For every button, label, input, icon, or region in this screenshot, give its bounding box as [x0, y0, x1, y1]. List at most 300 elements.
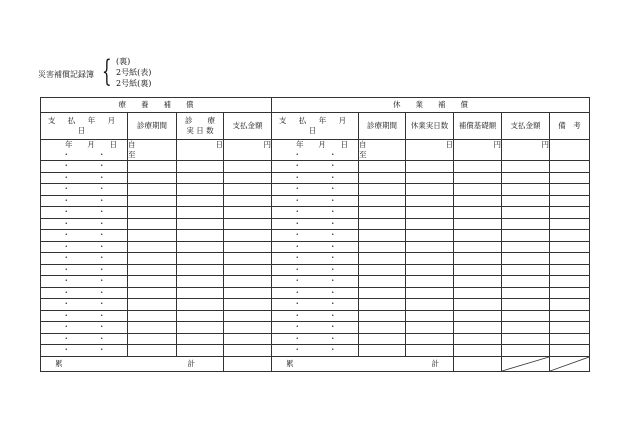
entry-cell[interactable]: [502, 310, 550, 322]
period-cell[interactable]: [128, 140, 177, 161]
entry-cell[interactable]: [550, 287, 590, 299]
month-unit: 月: [318, 140, 326, 149]
entry-cell[interactable]: [224, 310, 272, 322]
entry-cell[interactable]: [128, 161, 177, 173]
entry-row: [41, 184, 590, 196]
dot: ・: [293, 287, 301, 297]
month-unit: 月: [87, 140, 95, 149]
date-dots: [272, 322, 358, 332]
entry-cell[interactable]: [359, 253, 406, 265]
sheet-label: (裏): [116, 57, 131, 66]
date-dots: [41, 161, 127, 171]
entry-cell[interactable]: [224, 299, 272, 311]
date-dots: [272, 161, 358, 171]
medical-compensation-header: 療 養 補 償: [41, 98, 272, 113]
entry-cell[interactable]: [454, 310, 502, 322]
entry-row: [41, 230, 590, 242]
entry-cell[interactable]: [359, 241, 406, 253]
entry-cell[interactable]: [454, 333, 502, 345]
entry-row: [41, 264, 590, 276]
dot: ・: [98, 161, 106, 171]
pay-date-cell[interactable]: [41, 253, 128, 265]
entry-cell[interactable]: [502, 276, 550, 288]
entry-cell[interactable]: [454, 172, 502, 184]
remarks-header: 備 考: [550, 113, 590, 140]
entry-cell[interactable]: [224, 276, 272, 288]
entry-cell[interactable]: [406, 322, 454, 334]
year-unit: 年: [65, 140, 73, 149]
entry-cell[interactable]: [128, 264, 177, 276]
pay-date-cell-2[interactable]: [272, 310, 359, 322]
dot: ・: [293, 230, 301, 240]
dot: ・: [98, 230, 106, 240]
dot: ・: [98, 150, 106, 159]
pay-date-cell-2[interactable]: [272, 172, 359, 184]
entry-cell[interactable]: [550, 322, 590, 334]
entry-cell[interactable]: [177, 241, 224, 253]
entry-cell[interactable]: [224, 287, 272, 299]
entry-cell[interactable]: [454, 322, 502, 334]
entry-cell[interactable]: [550, 218, 590, 230]
pay-date-cell-2[interactable]: [272, 218, 359, 230]
dot: ・: [62, 299, 70, 309]
dot: ・: [62, 150, 70, 159]
entry-cell[interactable]: [224, 230, 272, 242]
period-cell-2[interactable]: [359, 140, 406, 161]
entry-cell[interactable]: [454, 195, 502, 207]
dot: ・: [62, 230, 70, 240]
diagonal-strike: [502, 357, 549, 371]
entry-cell[interactable]: [406, 345, 454, 357]
entry-cell[interactable]: [550, 195, 590, 207]
entry-cell[interactable]: [177, 287, 224, 299]
entry-cell[interactable]: [454, 230, 502, 242]
entry-cell[interactable]: [502, 218, 550, 230]
pay-date-cell[interactable]: [41, 241, 128, 253]
entry-cell[interactable]: [406, 207, 454, 219]
pay-date-cell[interactable]: [41, 207, 128, 219]
sheet-label: 2号紙(裏): [116, 79, 152, 88]
dot: ・: [329, 333, 337, 343]
pay-date-cell[interactable]: [41, 264, 128, 276]
entry-cell[interactable]: [454, 276, 502, 288]
entry-row: [41, 345, 590, 357]
entry-cell[interactable]: [359, 184, 406, 196]
period-header: 診療期間: [128, 113, 177, 140]
pay-date-cell-2[interactable]: [272, 195, 359, 207]
entry-cell[interactable]: [502, 195, 550, 207]
pay-date-cell[interactable]: [41, 161, 128, 173]
entry-cell[interactable]: [224, 253, 272, 265]
dot: ・: [329, 161, 337, 171]
date-dots: [272, 253, 358, 263]
entry-cell[interactable]: [224, 172, 272, 184]
pay-date-cell-2[interactable]: [272, 322, 359, 334]
entry-cell[interactable]: [128, 253, 177, 265]
dot: ・: [293, 333, 301, 343]
pay-date-cell[interactable]: [41, 287, 128, 299]
amount-header: 支払金額: [224, 113, 272, 140]
dot: ・: [293, 253, 301, 263]
date-dots: [41, 276, 127, 286]
dot: ・: [98, 310, 106, 320]
entry-cell[interactable]: [177, 184, 224, 196]
entry-cell[interactable]: [406, 310, 454, 322]
total-crossed-cell-2: [550, 356, 590, 371]
entry-cell[interactable]: [359, 230, 406, 242]
base-amount-cell[interactable]: 円: [454, 140, 502, 161]
entry-cell[interactable]: [224, 241, 272, 253]
entry-cell[interactable]: [550, 207, 590, 219]
total-crossed-cell: [502, 356, 550, 371]
entry-cell[interactable]: [550, 241, 590, 253]
entry-cell[interactable]: [177, 333, 224, 345]
days-cell[interactable]: 日: [177, 140, 224, 161]
date-dots: [41, 173, 127, 183]
entry-cell[interactable]: [177, 253, 224, 265]
entry-cell[interactable]: [502, 299, 550, 311]
entry-cell[interactable]: [177, 172, 224, 184]
dot: ・: [329, 241, 337, 251]
entry-cell[interactable]: [454, 161, 502, 173]
dot: ・: [293, 195, 301, 205]
dot: ・: [293, 218, 301, 228]
entry-cell[interactable]: [128, 172, 177, 184]
entry-cell[interactable]: [550, 172, 590, 184]
entry-cell[interactable]: [224, 184, 272, 196]
entry-row: [41, 172, 590, 184]
dot: ・: [293, 310, 301, 320]
date-dots: [41, 265, 127, 275]
entry-cell[interactable]: [224, 161, 272, 173]
total-amount-cell[interactable]: [224, 356, 272, 371]
pay-date-cell[interactable]: [41, 195, 128, 207]
entry-row: [41, 310, 590, 322]
entry-cell[interactable]: [224, 207, 272, 219]
dot: ・: [98, 299, 106, 309]
dot: ・: [62, 333, 70, 343]
dot: ・: [98, 345, 106, 355]
dot: ・: [329, 207, 337, 217]
entry-cell[interactable]: [359, 276, 406, 288]
date-units: [272, 140, 358, 150]
dot: ・: [98, 207, 106, 217]
entry-cell[interactable]: [177, 310, 224, 322]
entry-cell[interactable]: [128, 195, 177, 207]
dot: ・: [329, 172, 337, 182]
pay-date-cell-2[interactable]: [272, 253, 359, 265]
amount-cell[interactable]: 円: [224, 140, 272, 161]
dot: ・: [293, 172, 301, 182]
date-dots: [272, 173, 358, 183]
entry-cell[interactable]: [359, 207, 406, 219]
entry-cell[interactable]: [502, 161, 550, 173]
total-label-ru-2: 累: [286, 358, 294, 368]
pay-date-cell-2[interactable]: [272, 184, 359, 196]
remarks-cell[interactable]: [550, 140, 590, 161]
dot: ・: [62, 253, 70, 263]
entry-cell[interactable]: [128, 287, 177, 299]
entry-cell[interactable]: [406, 276, 454, 288]
date-dots: [272, 345, 358, 355]
entry-cell[interactable]: [550, 230, 590, 242]
entry-cell[interactable]: [128, 333, 177, 345]
dot: ・: [62, 161, 70, 171]
sheet-label: 2号紙(表): [116, 68, 152, 77]
date-dots: [272, 334, 358, 344]
entry-cell[interactable]: [359, 195, 406, 207]
dot: ・: [293, 276, 301, 286]
dot: ・: [62, 172, 70, 182]
dot: ・: [62, 264, 70, 274]
entry-cell[interactable]: [224, 322, 272, 334]
date-units: [41, 140, 127, 150]
column-header-row: [41, 113, 590, 140]
dot: ・: [329, 184, 337, 194]
entry-cell[interactable]: [550, 333, 590, 345]
dot: ・: [329, 345, 337, 355]
entry-cell[interactable]: [359, 345, 406, 357]
entry-cell[interactable]: [454, 184, 502, 196]
entry-row: [41, 241, 590, 253]
entry-cell[interactable]: [128, 207, 177, 219]
dot: ・: [329, 310, 337, 320]
pay-date-cell-2[interactable]: [272, 161, 359, 173]
entry-cell[interactable]: [454, 264, 502, 276]
entry-cell[interactable]: [502, 184, 550, 196]
pay-date-cell[interactable]: [41, 218, 128, 230]
amount-cell-2[interactable]: 円: [502, 140, 550, 161]
entry-cell[interactable]: [502, 172, 550, 184]
leave-days-header: 休業実日数: [406, 113, 454, 140]
entry-cell[interactable]: [128, 322, 177, 334]
pay-date-cell[interactable]: [41, 322, 128, 334]
total-row: [41, 356, 590, 371]
entry-cell[interactable]: [550, 161, 590, 173]
entry-cell[interactable]: [177, 345, 224, 357]
entry-cell[interactable]: [406, 218, 454, 230]
entry-cell[interactable]: [550, 276, 590, 288]
pay-date-cell-2[interactable]: [272, 287, 359, 299]
entry-cell[interactable]: [502, 345, 550, 357]
sheet-list: [116, 56, 151, 89]
date-dots: [272, 299, 358, 309]
dot: ・: [62, 184, 70, 194]
entry-cell[interactable]: [406, 299, 454, 311]
entry-cell[interactable]: [406, 264, 454, 276]
dot: ・: [62, 207, 70, 217]
entry-cell[interactable]: [177, 195, 224, 207]
entry-cell[interactable]: [128, 218, 177, 230]
entry-cell[interactable]: [502, 241, 550, 253]
dot: ・: [329, 195, 337, 205]
dot: ・: [98, 172, 106, 182]
date-dots: [272, 276, 358, 286]
date-dots: [41, 299, 127, 309]
entry-cell[interactable]: [128, 345, 177, 357]
entry-cell[interactable]: [359, 264, 406, 276]
pay-date-cell[interactable]: [41, 172, 128, 184]
entry-cell[interactable]: [406, 161, 454, 173]
entry-cell[interactable]: [502, 333, 550, 345]
entry-cell[interactable]: [406, 230, 454, 242]
entry-cell[interactable]: [359, 161, 406, 173]
date-dots: [272, 150, 358, 160]
date-dots: [41, 196, 127, 206]
dot: ・: [62, 241, 70, 251]
entry-cell[interactable]: [502, 253, 550, 265]
leave-days-cell[interactable]: 日: [406, 140, 454, 161]
entry-cell[interactable]: [359, 299, 406, 311]
entry-cell[interactable]: [177, 299, 224, 311]
entry-cell[interactable]: [550, 310, 590, 322]
date-dots: [41, 150, 127, 160]
pay-date-cell[interactable]: [41, 333, 128, 345]
pay-date-cell[interactable]: [41, 310, 128, 322]
entry-cell[interactable]: [502, 264, 550, 276]
entry-cell[interactable]: [550, 253, 590, 265]
date-dots: [41, 334, 127, 344]
entry-cell[interactable]: [128, 184, 177, 196]
to-label: 至: [359, 150, 367, 159]
date-dots: [272, 265, 358, 275]
entry-cell[interactable]: [550, 299, 590, 311]
entry-cell[interactable]: [406, 287, 454, 299]
entry-cell[interactable]: [359, 287, 406, 299]
dot: ・: [98, 322, 106, 332]
leave-compensation-header: 休 業 補 償: [272, 98, 590, 113]
entry-cell[interactable]: [359, 172, 406, 184]
dot: ・: [329, 287, 337, 297]
brace-symbol: {: [102, 54, 112, 89]
entry-cell[interactable]: [224, 195, 272, 207]
total-base-cell[interactable]: [454, 356, 502, 371]
from-label: 自: [128, 140, 136, 149]
entry-cell[interactable]: [224, 218, 272, 230]
entry-row: [41, 333, 590, 345]
entry-cell[interactable]: [406, 333, 454, 345]
entry-cell[interactable]: [359, 322, 406, 334]
date-dots: [272, 207, 358, 217]
entry-cell[interactable]: [550, 184, 590, 196]
pay-date-cell-2[interactable]: [272, 276, 359, 288]
entry-cell[interactable]: [224, 345, 272, 357]
entry-cell[interactable]: [454, 345, 502, 357]
dot: ・: [62, 345, 70, 355]
entry-cell[interactable]: [128, 299, 177, 311]
entry-cell[interactable]: [406, 253, 454, 265]
entry-cell[interactable]: [550, 345, 590, 357]
entry-cell[interactable]: [454, 253, 502, 265]
pay-date-cell-2[interactable]: [272, 140, 359, 161]
entry-cell[interactable]: [406, 241, 454, 253]
entry-cell[interactable]: [502, 287, 550, 299]
entry-cell[interactable]: [128, 241, 177, 253]
pay-date-cell-2[interactable]: [272, 345, 359, 357]
pay-date-cell-2[interactable]: [272, 230, 359, 242]
date-dots: [41, 345, 127, 355]
dot: ・: [62, 195, 70, 205]
date-dots: [41, 219, 127, 229]
entry-row: [41, 207, 590, 219]
pay-date-cell[interactable]: [41, 345, 128, 357]
entry-cell[interactable]: [177, 322, 224, 334]
entry-cell[interactable]: [177, 161, 224, 173]
entry-cell[interactable]: [177, 264, 224, 276]
entry-cell[interactable]: [406, 184, 454, 196]
dot: ・: [293, 299, 301, 309]
entry-cell[interactable]: [177, 207, 224, 219]
entry-cell[interactable]: [128, 230, 177, 242]
pay-date-cell[interactable]: [41, 184, 128, 196]
entry-cell[interactable]: [224, 333, 272, 345]
dot: ・: [329, 322, 337, 332]
dot: ・: [293, 241, 301, 251]
entry-cell[interactable]: [177, 276, 224, 288]
base-amount-header: 補償基礎額: [454, 113, 502, 140]
entry-row: [41, 322, 590, 334]
entry-cell[interactable]: [224, 264, 272, 276]
record-title: 災害補償記録簿: [38, 70, 94, 79]
dot: ・: [98, 241, 106, 251]
dot: ・: [62, 322, 70, 332]
entry-cell[interactable]: [454, 241, 502, 253]
pay-date-cell-2[interactable]: [272, 241, 359, 253]
to-label: 至: [128, 150, 136, 159]
entry-cell[interactable]: [359, 218, 406, 230]
entry-cell[interactable]: [550, 264, 590, 276]
dot: ・: [293, 184, 301, 194]
dot: ・: [62, 310, 70, 320]
date-dots: [272, 184, 358, 194]
dot: ・: [293, 345, 301, 355]
pay-date-cell-2[interactable]: [272, 207, 359, 219]
pay-date-cell-2[interactable]: [272, 299, 359, 311]
days-header-top: 診 療: [185, 116, 215, 125]
dot: ・: [293, 161, 301, 171]
entry-cell[interactable]: [502, 322, 550, 334]
entry-cell[interactable]: [128, 310, 177, 322]
dot: ・: [293, 264, 301, 274]
entry-row: [41, 218, 590, 230]
entry-cell[interactable]: [454, 287, 502, 299]
pay-date-cell[interactable]: [41, 299, 128, 311]
entry-cell[interactable]: [454, 207, 502, 219]
entry-cell[interactable]: [177, 218, 224, 230]
entry-cell[interactable]: [502, 207, 550, 219]
pay-date-cell-2[interactable]: [272, 333, 359, 345]
entry-cell[interactable]: [406, 195, 454, 207]
pay-date-cell[interactable]: [41, 230, 128, 242]
pay-date-header-2: 支 払 年 月 日: [272, 113, 359, 140]
dot: ・: [62, 287, 70, 297]
entry-cell[interactable]: [128, 276, 177, 288]
entry-cell[interactable]: [406, 172, 454, 184]
entry-cell[interactable]: [454, 299, 502, 311]
pay-date-cell[interactable]: [41, 140, 128, 161]
date-dots: [272, 196, 358, 206]
entry-cell[interactable]: [454, 218, 502, 230]
date-dots: [41, 288, 127, 298]
entry-cell[interactable]: [502, 230, 550, 242]
entry-cell[interactable]: [359, 333, 406, 345]
dot: ・: [293, 207, 301, 217]
pay-date-cell-2[interactable]: [272, 264, 359, 276]
date-dots: [41, 230, 127, 240]
entry-cell[interactable]: [359, 310, 406, 322]
pay-date-cell[interactable]: [41, 276, 128, 288]
entry-cell[interactable]: [177, 230, 224, 242]
